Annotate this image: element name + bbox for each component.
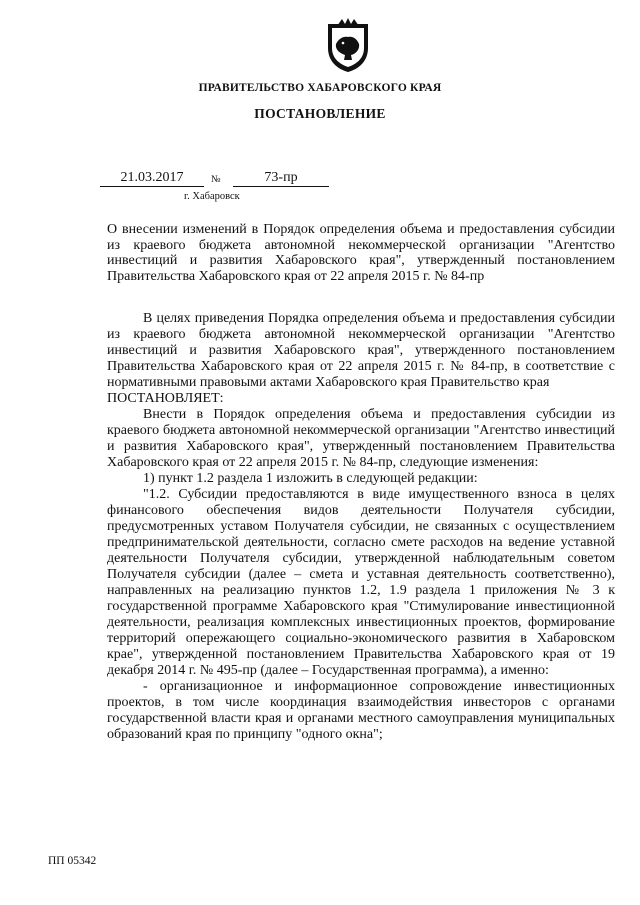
document-code: ПП 05342 — [48, 855, 97, 867]
document-type: ПОСТАНОВЛЕНИЕ — [254, 106, 386, 121]
body-paragraph-preamble: В целях приведения Порядка определения объема и предоставления субсидии из краевого бюджета автономной некоммерческой организации "Агентство инвестиций и развития Хабаровского края", утвержденного постановлением Правительства Хабаровского края от 22 апреля 2015 г. № 84-пр, в соответствие с нормативными правовыми актами Хабаровского края Правительство края — [107, 311, 615, 390]
coat-of-arms-icon — [326, 18, 370, 74]
body-paragraph-resolves: ПОСТАНОВЛЯЕТ: — [107, 391, 224, 406]
number-sign: № — [211, 174, 221, 185]
document-body — [107, 311, 615, 743]
document-title: О внесении изменений в Порядок определения объема и предоставления субсидии из краевого бюджета автономной некоммерческой организации "Агентство инвестиций и развития Хабаровского края", утвержденный постановлением Правительства Хабаровского края от 22 апреля 2015 г. № 84-пр — [107, 222, 615, 284]
body-paragraph-clause-1-2: "1.2. Субсидии предоставляются в виде имущественного взноса в целях финансового обеспечения видов деятельности Получателя субсидии, предусмотренных уставом Получателя субсидии, не связанных с осуществлением предпринимательской деятельности, согласно смете расходов на ведение уставной деятельности Получателя субсидии, утвержденной наблюдательным советом Получателя субсидии (далее – смета и уставная деятельность соответственно), направленных на реализацию пунктов 1.2, 1.9 раздела 1 приложения № 3 к государственной программе Хабаровского края "Стимулирование инвестиционной деятельности, реализация комплексных инвестиционных проектов, формирование территорий опережающего социально-экономического развития в Хабаровском крае", утвержденной постановлением Правительства Хабаровского края от 19 декабря 2014 г. № 495-пр (далее – Государственная программа), а именно: — [107, 487, 615, 678]
city: г. Хабаровск — [184, 191, 240, 202]
body-paragraph-item-1: 1) пункт 1.2 раздела 1 изложить в следующей редакции: — [143, 471, 478, 486]
body-paragraph-amend: Внести в Порядок определения объема и предоставления субсидии из краевого бюджета автономной некоммерческой организации "Агентство инвестиций и развития Хабаровского края", утвержденный постановлением Правительства Хабаровского края от 22 апреля 2015 г. № 84-пр, следующие изменения: — [107, 407, 615, 470]
document-number: 73-пр — [233, 170, 329, 187]
document-date: 21.03.2017 — [100, 170, 204, 187]
body-paragraph-bullet: - организационное и информационное сопровождение инвестиционных проектов, в том числе координация взаимодействия инвесторов с органами государственной власти края и органами местного самоуправления муниципальных образований края по принципу "одного окна"; — [107, 679, 615, 742]
government-name: ПРАВИТЕЛЬСТВО ХАБАРОВСКОГО КРАЯ — [198, 82, 442, 94]
